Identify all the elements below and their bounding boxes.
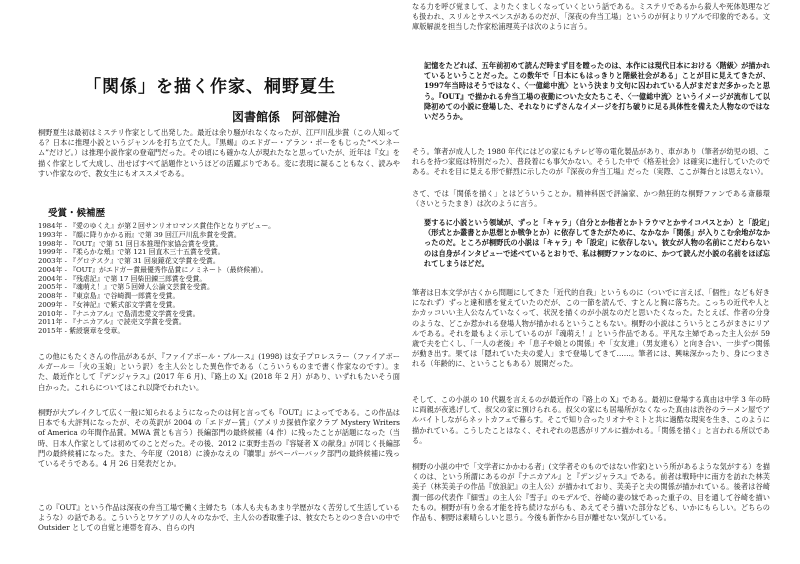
body-paragraph: そう。筆者が成人した 1980 年代にはどの家にもテレビ等の電化製品があり、車があり（筆者が幼児の頃、これらを持つ家庭は特別だった）、普段着にも事欠かない。そうした中で《格差社会》は確実に進行していたのである。それを目に見える形で鮮烈に示したのが『深夜の弁当工場』だった（実際、ここが舞台とは思えない）。 xyxy=(412,147,770,177)
awards-heading: 受賞・候補歴 xyxy=(48,208,106,219)
award-item: 2015年 - 紫綬褒章を受章。 xyxy=(38,327,125,335)
award-item: 2003年 - 『グロテスク』で第 31 回泉鏡花文学賞を受賞。 xyxy=(38,257,220,265)
intro-paragraph: 桐野夏生は最初はミステリ作家として出発した。最近は余り騒がれなくなったが、江戸川乱歩賞（この人知ってる？日本に推理小説というジャンルを打ち立てた人。『黒蜴』のエドガー・アラン・ポーをもじった“ペンネーム”だけど。）は推理小説作家の登竜門だった。その頃にも確かな人が現れたなと思っていたが、近年は『女』を描く作家として大成し、出せばすべて話題作というほどの活躍ぶりである。変に表現に凝ることもなく、読みやすい作家なので、教女生にもオススメである。 xyxy=(38,128,400,178)
article-title: 「関係」を描く作家、桐野夏生 xyxy=(84,77,336,97)
body-paragraph: 筆者は日本文学が古くから問題にしてきた「近代的自我」というものに（ついでに言えば、「個性」なども好きになれず）ずっと違和感を覚えていたのだが、この一節を読んで、すとんと胸に落ちた。こっちの近代や人とかカッコいい主人公なんていなくって、状況を描くのが小説なのだと思いたくなった。たとえば、作者の分身のような、どこか惹かれる登場人物が描かれるということもない。桐野の小説はこういうところがまさにリアルである。それを最もよく示しているのが『魂萌え！』という作品である。平凡な主婦であった主人公が 59 歳で夫を亡くし、「一人の老後」や「息子や娘との関係」や「女友達」（男友達も）と向き合い、一歩ずつ関係が動き出す。果ては「隠れていた夫の愛人」まで登場してきて……。筆者には、興味深かったり、身につまされる（年齢的に、ということもある）展開だった。 xyxy=(412,288,770,369)
award-item: 2008年 - 『東京島』で谷崎潤一郎賞を受賞。 xyxy=(38,292,180,300)
award-item: 1993年 - 『顔に降りかかる雨』で第 39 回江戸川乱歩賞を受賞。 xyxy=(38,230,241,239)
award-item: 2010年 - 『ナニカアル』で島清恋愛文学賞を受賞。 xyxy=(38,309,200,318)
award-item: 2004年 - 『残虐記』で第 17 回柴田錬三郎賞を受賞。 xyxy=(38,274,207,283)
award-item: 2004年 - 『OUT』がエドガー賞最優秀作品賞にノミネート（最終候補）。 xyxy=(38,265,268,274)
body-paragraph: この他にもたくさんの作品があるが、『ファイアボール・ブルース』(1998) は女子プロレスラー（ファイアボールガール＝「火の玉娘」という訳）を主人公とした異色作である（こういうものまで書く作家なのです）。また、最近作として『デンジャラス』(2017 年 6 月)、『路上の X』(2018 年 2 月）があり、いずれもたいそう面白かった。これらについてはこれ以降でわれたい。 xyxy=(38,352,400,392)
award-item: 1984年 - 『愛のゆくえ』が第２回サンリオロマンス賞佳作となりデビュー。 xyxy=(38,222,275,230)
body-paragraph: なる力を呼び覚まして、よりたくましくなっていくという話である。ミステリであるから殺人や死体処理なども扱われ、スリルとサスペンスがあるのだが、「深夜の弁当工場」というのが何よりリアルで印象的である。文庫版解説を担当した作家松浦理英子は次のように言う。 xyxy=(412,2,770,32)
body-paragraph: 桐野の小説の中で「文学者にかかわる者」(文学者そのものではない作家)という所があるような気がする）を描くのは、という所謂にあるのが『ナニカアル』と『デンジャラス』である。前者は戦時中に南方を訪れた林芙美子（林芙美子の作品『放浪記』の主人公）が描かれており、芙美子と夫の関係が描かれている。後者は谷崎潤一郎の代表作『細雪』の主人公『雪子』のモデルで、谷崎の妻の妹であった重子の、目を通して谷崎を描いたもの。桐野が有り余る才能を持ち続けながらも、あえてそう描いた部分なども、いかにもらしい。どちらの作品も、桐野は素晴らしいと思う。今後も新作から目が離せない気がしている。 xyxy=(412,462,770,523)
body-paragraph: この『OUT』という作品は深夜の弁当工場で働く主婦たち（本人も夫もあまり学歴がなく苦労して生活しているような）の話である。こういうとワケアリの人々のなかで、主人公の香取雅子は、彼女たちとのつき合いの中で Outsider としての自覚と連帯を育み、自らの内 xyxy=(38,503,400,533)
award-item: 2011年 - 『ナニカアル』で読売文学賞を受賞。 xyxy=(38,318,186,327)
award-item: 1999年 - 『柔らかな頬』で第 121 回直木三十五賞を受賞。 xyxy=(38,248,225,257)
award-item: 2005年 - 『魂萌え！』で第５回婦人公論文芸賞を受賞。 xyxy=(38,283,214,292)
article-author: 図書館係 阿部健治 xyxy=(232,110,341,124)
body-paragraph: そして、この小説の 10 代観を言えるのが最近作の『路上の X』である。最初に登場する真由は中学 3 年の時に両親が夜逃げして、叔父の家に預けられる。叔父の家にも居場所がなくなった真由は渋谷のラーメン屋でアルバイトしながらネットカフェで暮らす。そこで知り合ったリオナやミトと共に過酷な現実を生き、このように描かれている。こうしたことはなく、それぞれの思惑がリアルに描かれる。「関係を描く」と言われる所以である。 xyxy=(412,395,770,445)
quote-block: 記憶をたどれば、五年前初めて読んだ時まず目を瞠ったのは、本作には現代日本における〈階級〉が描かれているということだった。この数年で「日本にもはっきりと階級社会がある」ことが目に見えてきたが、1997年当時はそうではなく、〈一億総中流〉という決まり文句に囚われている人がまだまだ多かったと思う。『OUT』で描かれる弁当工場の夜勤についた女たちこそ、〈一億総中流〉というイメージが流布して以降初めての小説に登場した、それなりにずさんなイメージを打ち破りに足る具体性を備えた人物なのではないだろうか。 xyxy=(424,61,770,122)
body-paragraph: 桐野が大ブレイクして広く一般に知られるようになったのは何と言っても『OUT』によってである。この作品は日本でも大評判になったが、その英訳が 2004 の「エドガー賞」（アメリカ探偵作家クラブ Mystery Writers of America の年間作品賞。MWA 賞とも言う）長編部門の最終候補（4 作）に残ったことが話題になった（当時、日本人作家としては初めてのことだった。その後、2012 に東野圭吾の『容疑者 X の献身』が同じく長編部門の最終候補になった。また、今年度（2018）に湊かなえの『贖罪』がペーパーバック部門の最終候補に残っているそうである。4 月 26 日発表だとか。 xyxy=(38,408,400,469)
award-item: 1998年 - 『OUT』で第 51 回日本推理作家協会賞を受賞。 xyxy=(38,239,223,248)
body-paragraph: さて、では「関係を描く」とはどういうことか。精神科医で評論家、かつ熱狂的な桐野ファンである斎藤環（さいとうたまき）は次のように言う。 xyxy=(412,189,770,209)
quote-block: 要するに小説という領域が、ずっと「キャラ」（自分とか他者とかトラウマとかサイコパスとか）と「設定」（形式とか叢書とか思想とか戦争とか）に依存してきたがために、なかなか「関係」が入りこむ余地がなかったのだ。ところが桐野氏の小説は「キャラ」や「設定」に依存しない。彼女が人物の名前にこだわらないのは自身がインタビューで述べているとおりで、私は桐野ファンなのに、かつて読んだ小説の名前をほぼ忘れてしまうほどだ。 xyxy=(424,218,770,268)
award-item: 2009年 - 『女神記』で紫式部文学賞を受賞。 xyxy=(38,300,180,309)
awards-list xyxy=(38,222,400,336)
